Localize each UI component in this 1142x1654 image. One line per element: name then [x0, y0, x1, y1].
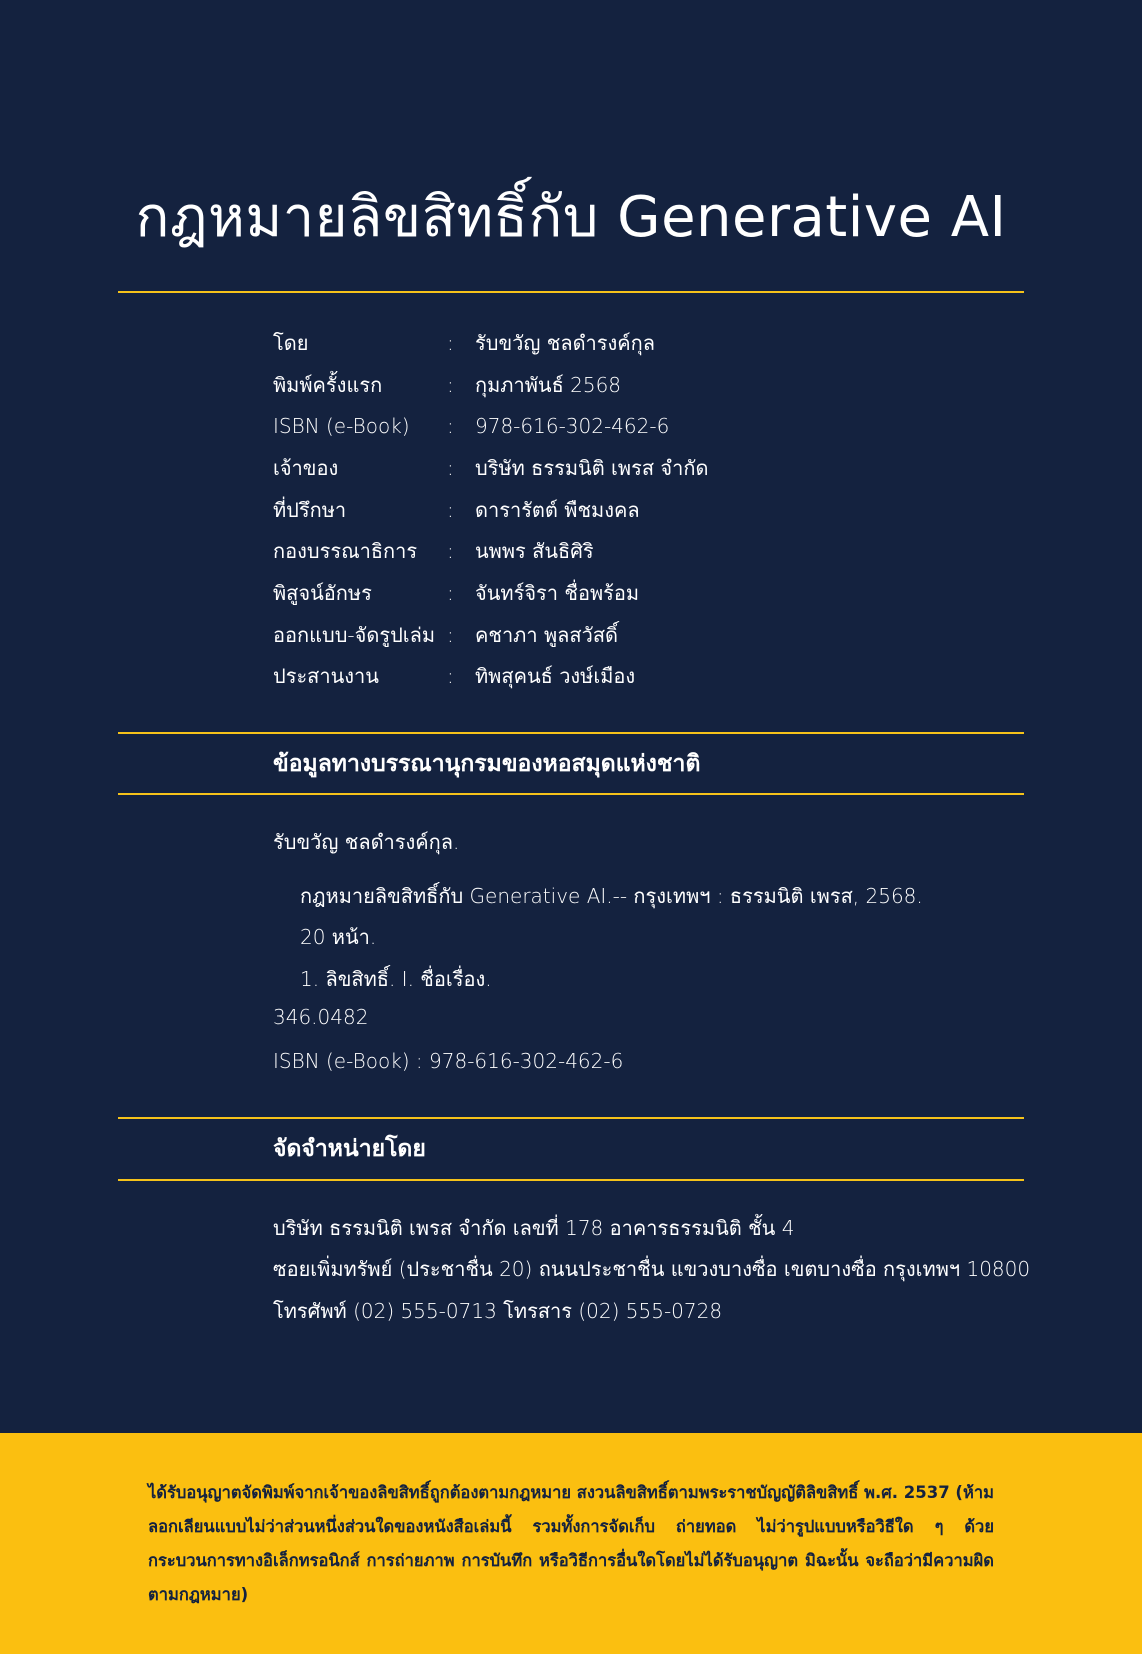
cip-heading: ข้อมูลทางบรรณานุกรมของหอสมุดแห่งชาติ [273, 751, 701, 777]
metadata-label: ประสานงาน [273, 664, 379, 689]
metadata-value: จันทร์จิรา ชื่อพร้อม [475, 580, 640, 605]
metadata-colon: : [447, 664, 454, 689]
metadata-label: พิมพ์ครั้งแรก [273, 372, 383, 397]
metadata-value: รับขวัญ ชลดำรงค์กุล [475, 330, 656, 355]
metadata-row-first-print [273, 364, 708, 406]
title-divider [118, 291, 1024, 293]
distribution-address-line-1: บริษัท ธรรมนิติ เพรส จำกัด เลขที่ 178 อาคารธรรมนิติ ชั้น 4 [273, 1216, 795, 1240]
metadata-list [273, 322, 708, 697]
metadata-value: 978-616-302-462-6 [475, 414, 670, 439]
cip-subjects: 1. ลิขสิทธิ์. I. ชื่อเรื่อง. [300, 967, 492, 991]
cip-isbn: ISBN (e-Book) : 978-616-302-462-6 [273, 1049, 624, 1073]
metadata-value: นพพร สันธิศิริ [475, 539, 594, 564]
metadata-label: กองบรรณาธิการ [273, 539, 418, 564]
distribution-top-divider [118, 1117, 1024, 1119]
metadata-colon: : [447, 580, 454, 605]
distribution-address-line-2: ซอยเพิ่มทรัพย์ (ประชาชื่น 20) ถนนประชาชื่น แขวงบางซื่อ เขตบางซื่อ กรุงเทพฯ 10800 [273, 1257, 1031, 1281]
distribution-heading: จัดจำหน่ายโดย [273, 1136, 426, 1162]
metadata-value: บริษัท ธรรมนิติ เพรส จำกัด [475, 455, 709, 480]
cip-top-divider [118, 732, 1024, 734]
cip-classification: 346.0482 [273, 1005, 369, 1029]
metadata-colon: : [447, 455, 454, 480]
metadata-colon: : [447, 622, 454, 647]
distribution-contact-line: โทรศัพท์ (02) 555-0713 โทรสาร (02) 555-0728 [273, 1299, 723, 1323]
metadata-colon: : [447, 497, 454, 522]
metadata-row-proofreader [273, 572, 708, 614]
metadata-value: ดารารัตต์ พืชมงคล [475, 497, 640, 522]
metadata-colon: : [447, 330, 454, 355]
metadata-value: กุมภาพันธ์ 2568 [475, 372, 622, 397]
metadata-label: ที่ปรึกษา [273, 497, 347, 522]
metadata-row-editorial [273, 530, 708, 572]
metadata-label: เจ้าของ [273, 455, 339, 480]
metadata-label: ออกแบบ-จัดรูปเล่ม [273, 622, 436, 647]
metadata-row-owner [273, 447, 708, 489]
metadata-value: ทิพสุคนธ์ วงษ์เมือง [475, 664, 636, 689]
metadata-row-isbn [273, 405, 708, 447]
metadata-row-coordinator [273, 656, 708, 698]
metadata-value: คชาภา พูลสวัสดิ์ [475, 622, 619, 647]
cip-author: รับขวัญ ชลดำรงค์กุล. [273, 830, 460, 854]
cip-pages: 20 หน้า. [300, 925, 377, 949]
metadata-row-advisor [273, 489, 708, 531]
metadata-label: ISBN (e-Book) [273, 414, 410, 439]
metadata-colon: : [447, 372, 454, 397]
metadata-label: โดย [273, 330, 309, 355]
metadata-colon: : [447, 414, 454, 439]
metadata-row-author [273, 322, 708, 364]
cip-title-line: กฎหมายลิขสิทธิ์กับ Generative AI.-- กรุงเทพฯ : ธรรมนิติ เพรส, 2568. [300, 884, 923, 908]
distribution-bottom-divider [118, 1179, 1024, 1181]
metadata-row-design [273, 614, 708, 656]
cip-bottom-divider [118, 793, 1024, 795]
metadata-label: พิสูจน์อักษร [273, 580, 372, 605]
copyright-notice: ได้รับอนุญาตจัดพิมพ์จากเจ้าของลิขสิทธิ์ถูกต้องตามกฎหมาย สงวนลิขสิทธิ์ตามพระราชบัญญัติลิขสิทธิ์ พ.ศ. 2537 (ห้ามลอกเลียนแบบไม่ว่าส่วนหนึ่งส่วนใดของหนังสือเล่มนี้ รวมทั้งการจัดเก็บ ถ่ายทอด ไม่ว่ารูปแบบหรือวิธีใด ๆ ด้วยกระบวนการทางอิเล็กทรอนิกส์ การถ่ายภาพ การบันทึก หรือวิธีการอื่นใดโดยไม่ได้รับอนุญาต มิฉะนั้น จะถือว่ามีความผิดตามกฎหมาย) [148, 1483, 995, 1604]
metadata-colon: : [447, 539, 454, 564]
book-title: กฎหมายลิขสิทธิ์กับ Generative AI [135, 185, 1007, 250]
